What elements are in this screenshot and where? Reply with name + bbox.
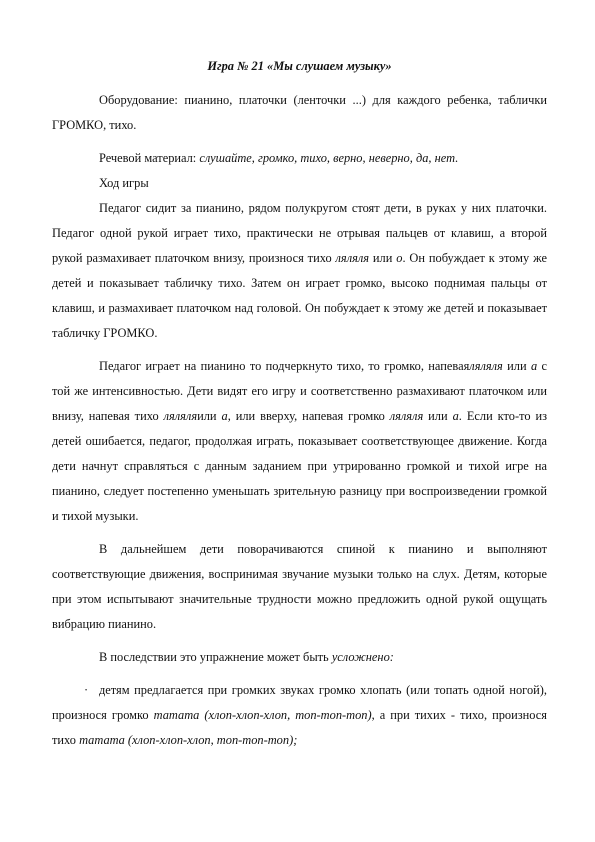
text-run: с той же интенсивностью. Дети видят его игру и соответственно размахивают платочком или внизу, напевая тихо: [52, 359, 548, 423]
text-run-italic: ляляля: [469, 359, 503, 373]
teacher-paragraph-1: [52, 196, 547, 346]
text-run-italic: а: [452, 409, 459, 423]
text-run-italic: а: [530, 359, 538, 373]
text-run-italic: усложнено:: [331, 650, 394, 664]
speech-material-paragraph: [52, 146, 547, 171]
speech-material-words: слушайте, громко, тихо, верно, неверно, да, нет.: [199, 151, 459, 165]
text-run: . Он побуждает к этому же детей и показывает табличку тихо. Затем он играет громко, высоко поднимая пальцы от клавиш, и размахивает платочком над головой. Он побуждает к этому же детей и показывает табличку ГРОМКО.: [52, 251, 547, 340]
text-run: или: [369, 251, 397, 265]
text-run: Педагог играет на пианино то подчеркнуто тихо, то громко, напевая: [99, 359, 470, 373]
text-run-italic: тататa (хлоп-хлоп-хлоп, топ-топ-топ);: [79, 733, 298, 747]
text-run: или: [502, 359, 531, 373]
equipment-paragraph: Оборудование: пианино, платочки (ленточки ...) для каждого ребенка, таблички ГРОМКО, тихо.: [52, 93, 547, 132]
bullet-list-item: [52, 678, 547, 753]
text-run-italic: ляляля: [335, 251, 370, 265]
text-run: , а при тихих - тихо, произнося тихо: [52, 708, 547, 747]
speech-material-label: Речевой материал:: [99, 151, 200, 165]
subsequent-paragraph: [52, 645, 547, 670]
text-run: или: [423, 409, 453, 423]
text-run: детям предлагается при громких звуках громко хлопать (или топать одной ногой), произнося громко: [52, 683, 547, 722]
text-run-italic: тататa (хлоп-хлоп-хлоп, топ-топ-топ): [153, 708, 372, 722]
game-title: Игра № 21 «Мы слушаем музыку»: [207, 59, 392, 73]
text-run-italic: а: [221, 409, 228, 423]
text-run: . Если кто-то из детей ошибается, педагог, продолжая играть, показывает соответствующее движение. Когда дети начнут справляться с данным заданием при утрированно громкой и тихой игре на пианино, следует постепенно уменьшать зрительную разницу при воспроизведении громкой и тихой музыки.: [52, 409, 548, 523]
later-paragraph: В дальнейшем дети поворачиваются спиной к пианино и выполняют соответствующие движения, воспринимая звучание музыки только на слух. Детям, которые при этом испытывают значительные трудности можно предложить одной рукой ощущать вибрацию пианино.: [52, 542, 547, 631]
text-run-italic: о: [396, 251, 403, 265]
text-run: В последствии это упражнение может быть: [99, 650, 332, 664]
text-run: или: [197, 409, 222, 423]
text-run-italic: ляляля: [389, 409, 424, 423]
text-run: Педагог сидит за пианино, рядом полукругом стоят дети, в руках у них платочки. Педагог одной рукой играет тихо, практически не отрывая пальцев от клавиш, а второй рукой размахивает платочком внизу, произнося тихо: [52, 201, 547, 265]
text-run: , или вверху, напевая громко: [227, 409, 390, 423]
bullet-marker: ·: [84, 683, 89, 697]
text-run-italic: ляляля: [163, 409, 198, 423]
course-heading: Ход игры: [99, 176, 149, 190]
teacher-paragraph-2: [52, 354, 547, 529]
